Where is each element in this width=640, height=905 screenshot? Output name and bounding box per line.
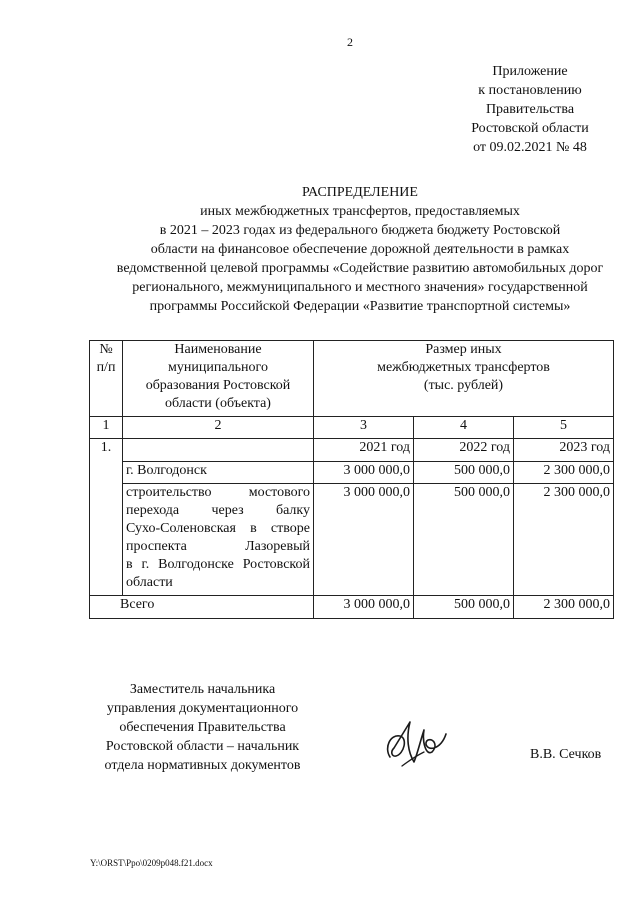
position-line: Заместитель начальника — [129, 682, 276, 697]
title-line: регионального, межмуниципального и местного значения» государственной — [132, 280, 588, 295]
value-cell: 500 000,0 — [414, 462, 514, 484]
year-cell: 2023 год — [514, 439, 614, 462]
appendix-line: Приложение — [492, 64, 568, 79]
value-cell: 3 000 000,0 — [314, 462, 414, 484]
appendix-line: от 09.02.2021 № 48 — [473, 140, 587, 155]
title-line: ведомственной целевой программы «Содействие развитию автомобильных дорог — [116, 261, 604, 276]
appendix-line: Ростовской области — [471, 121, 589, 136]
column-number-row — [90, 417, 614, 439]
total-value: 2 300 000,0 — [514, 596, 614, 619]
empty-cell — [123, 439, 314, 462]
appendix-line: к постановлению — [478, 83, 582, 98]
page-number: 2 — [347, 35, 353, 49]
object-text-line: перехода через балку — [126, 503, 310, 518]
header-name-cell — [123, 341, 314, 417]
object-text-line: Сухо-Соленовская в створе — [126, 521, 310, 536]
header-text: области (объекта) — [165, 396, 271, 411]
year-row — [90, 439, 614, 462]
total-value: 3 000 000,0 — [314, 596, 414, 619]
object-text-line: строительство мостового — [126, 485, 310, 500]
appendix-line: Правительства — [485, 102, 575, 117]
column-number: 1 — [90, 417, 123, 439]
position-line: управления документационного — [106, 701, 299, 716]
file-path: Y:\ORST\Ppo\0209p048.f21.docx — [90, 858, 213, 868]
signatory-position — [90, 680, 315, 775]
signer-name: В.В. Сечков — [530, 747, 602, 762]
column-number: 2 — [123, 417, 314, 439]
object-text-line: области — [126, 575, 173, 590]
header-size-cell — [314, 341, 614, 417]
object-text-line: в г. Волгодонске Ростовской — [126, 557, 310, 572]
header-text: (тыс. рублей) — [423, 378, 504, 393]
total-row — [90, 596, 614, 619]
object-row — [90, 484, 614, 596]
header-number-cell — [90, 341, 123, 417]
municipality-name: г. Волгодонск — [123, 462, 314, 484]
header-text: муниципального — [168, 360, 268, 375]
municipality-row — [90, 462, 614, 484]
table-header-row — [90, 341, 614, 417]
header-text: № — [99, 342, 113, 357]
object-name-cell — [123, 484, 314, 596]
year-cell: 2021 год — [314, 439, 414, 462]
column-number: 4 — [414, 417, 514, 439]
header-text: образования Ростовской — [145, 378, 291, 393]
title-heading: РАСПРЕДЕЛЕНИЕ — [302, 185, 418, 200]
title-line: программы Российской Федерации «Развитие транспортной системы» — [149, 299, 571, 314]
value-cell: 3 000 000,0 — [314, 484, 414, 596]
header-text: Наименование — [174, 342, 262, 357]
total-label: Всего — [90, 596, 314, 619]
position-line: обеспечения Правительства — [119, 720, 286, 735]
value-cell: 500 000,0 — [414, 484, 514, 596]
position-line: Ростовской области – начальник — [105, 739, 300, 754]
object-text-line: проспекта Лазоревый — [126, 539, 310, 554]
distribution-table — [89, 340, 614, 619]
header-text: Размер иных — [425, 342, 502, 357]
handwritten-signature — [380, 712, 450, 772]
column-number: 5 — [514, 417, 614, 439]
appendix-block — [440, 62, 620, 157]
document-title — [80, 183, 640, 316]
value-cell: 2 300 000,0 — [514, 484, 614, 596]
header-text: п/п — [96, 360, 116, 375]
total-value: 500 000,0 — [414, 596, 514, 619]
year-cell: 2022 год — [414, 439, 514, 462]
row-number: 1. — [90, 439, 123, 596]
title-line: в 2021 – 2023 годах из федерального бюджета бюджету Ростовской — [159, 223, 561, 238]
value-cell: 2 300 000,0 — [514, 462, 614, 484]
column-number: 3 — [314, 417, 414, 439]
title-line: иных межбюджетных трансфертов, предоставляемых — [200, 204, 520, 219]
header-text: межбюджетных трансфертов — [377, 360, 550, 375]
title-line: области на финансовое обеспечение дорожной деятельности в рамках — [150, 242, 570, 257]
position-line: отдела нормативных документов — [104, 758, 301, 773]
